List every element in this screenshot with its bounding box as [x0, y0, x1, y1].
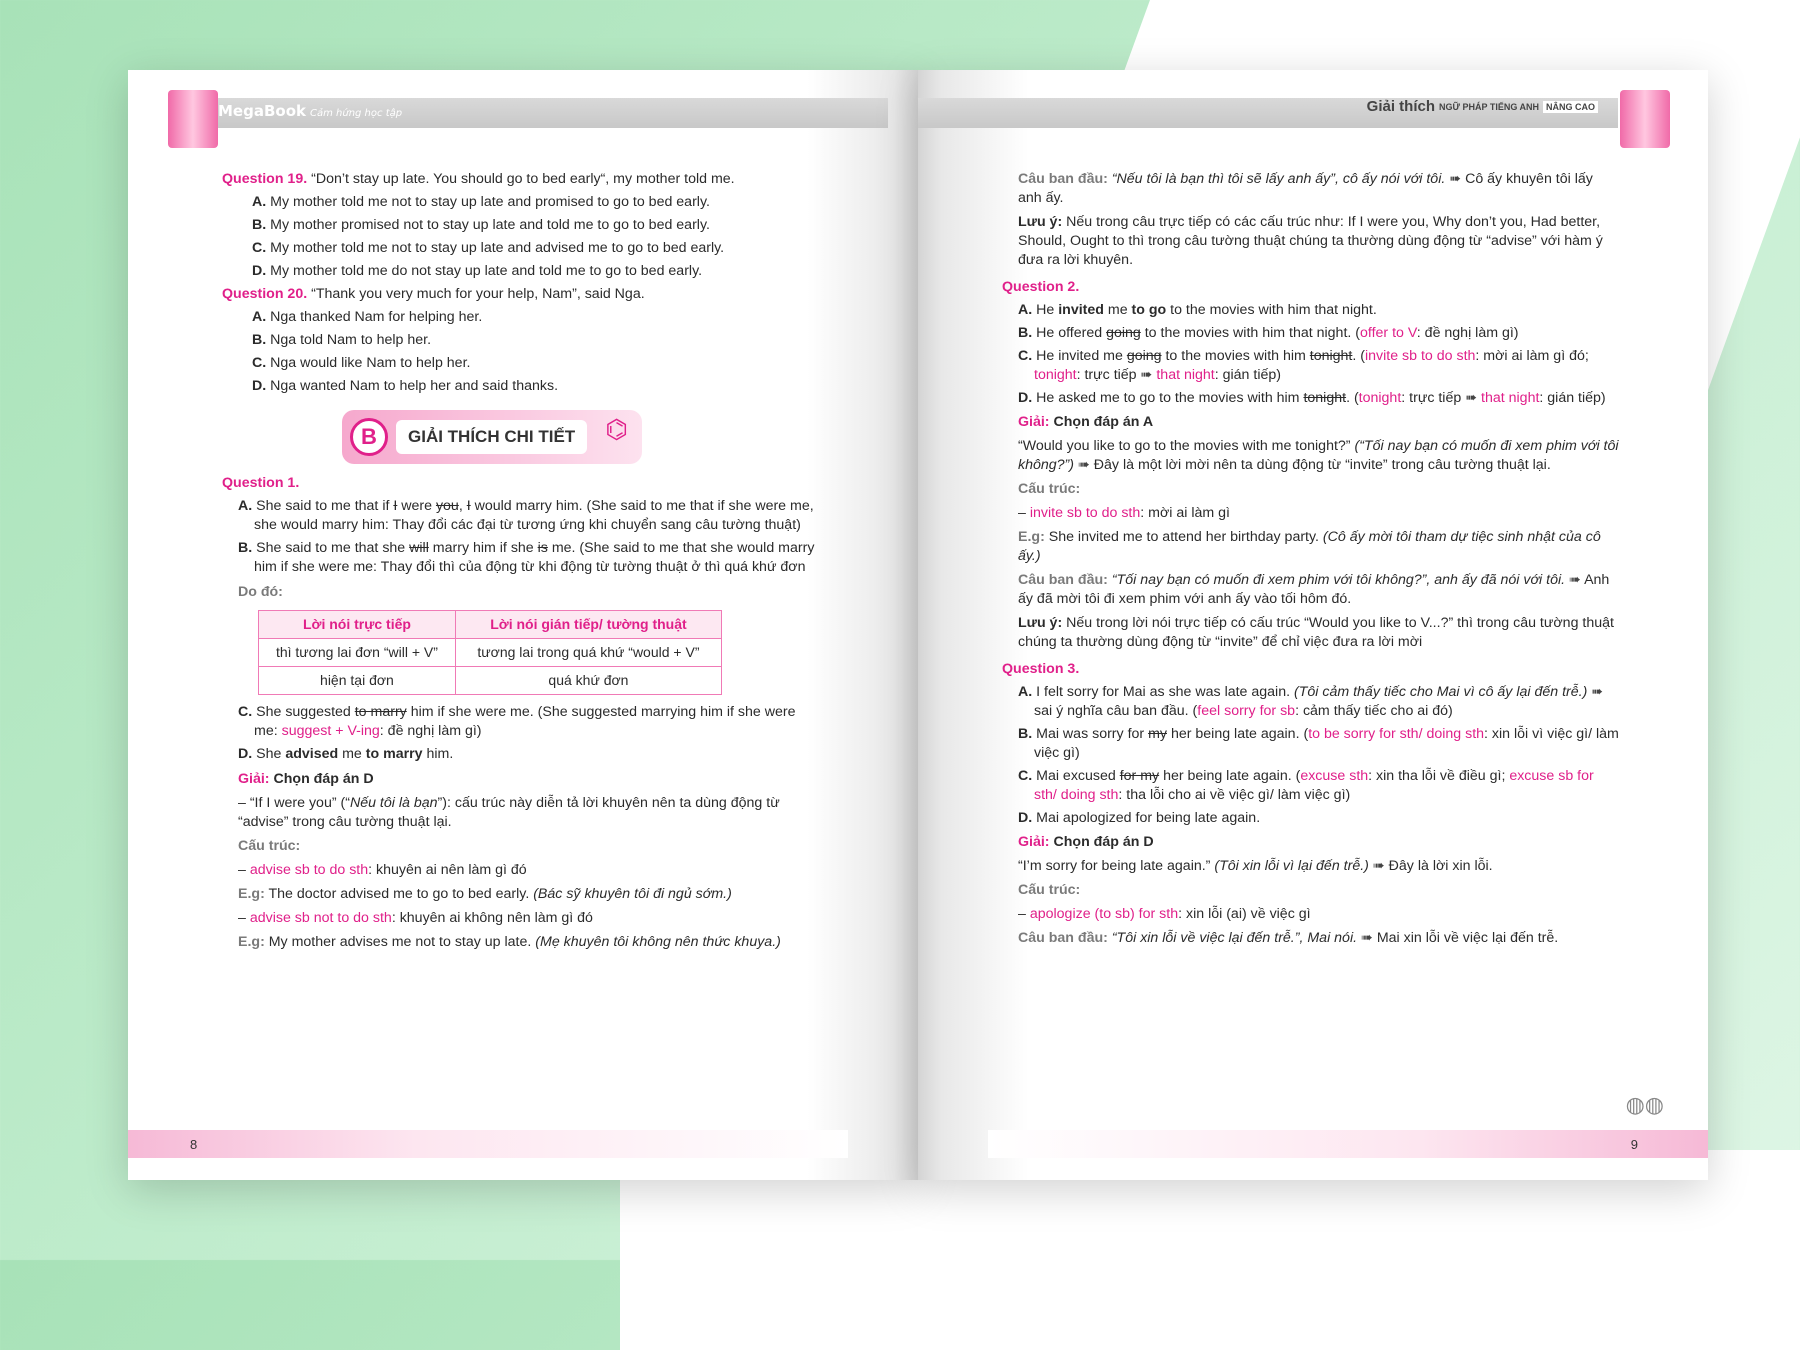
page-number: 8	[190, 1137, 198, 1152]
question-stem: “Don’t stay up late. You should go to bed early“, my mother told me.	[311, 171, 735, 187]
option-a: A. He invited me to go to the movies with him that night.	[1018, 302, 1377, 318]
explanation: Câu ban đầu: “Tôi xin lỗi về việc lại đến trễ.”, Mai nói. ➠ Mai xin lỗi về việc lại đến trễ.	[1018, 930, 1559, 946]
structure-label: Cấu trúc:	[1018, 481, 1081, 497]
table-row: hiện tại đơn quá khứ đơn	[259, 667, 722, 695]
thinking-icon: ⌬	[605, 414, 628, 444]
structure-item: – advise sb not to do sth: khuyên ai không nên làm gì đó	[238, 910, 593, 926]
question-label: Question 3.	[1002, 661, 1080, 677]
page-tab	[168, 90, 218, 148]
page-number: 9	[1630, 1137, 1638, 1152]
option-b: B. She said to me that she will marry him if she is me. (She said to me that she would marry him if she were me: Thay đổi thì của động từ khi động từ tường thuật ở thì quá khứ đơn	[238, 540, 815, 575]
right-page	[918, 70, 1708, 1180]
example: E.g: The doctor advised me to go to bed early. (Bác sỹ khuyên tôi đi ngủ sớm.)	[238, 886, 732, 902]
right-content	[1002, 170, 1620, 953]
option-c: C. She suggested to marry him if she were me. (She suggested marrying him if she were me: suggest + V-ing: đề nghị làm gì)	[238, 704, 796, 739]
option-a: A. Nga thanked Nam for helping her.	[252, 309, 483, 325]
option-d: D. He asked me to go to the movies with him tonight. (tonight: trực tiếp ➠ that night: gián tiếp)	[1018, 390, 1606, 406]
option-d: D. Mai apologized for being late again.	[1018, 810, 1261, 826]
option-d: D. My mother told me do not stay up late and told me to go to bed early.	[252, 263, 703, 279]
option-a: A. I felt sorry for Mai as she was late again. (Tôi cảm thấy tiếc cho Mai vì cô ấy lại đến trễ.) ➠ sai ý nghĩa câu ban đầu. (feel sorry for sb: cảm thấy tiếc cho ai đó)	[1018, 684, 1604, 719]
mascot-icon: ◍◍	[1625, 1092, 1664, 1117]
note: Lưu ý: Nếu trong câu trực tiếp có các cấu trúc như: If I were you, Why don’t you, Had better, Should, Ought to thì trong câu tường thuật chúng ta thường dùng động từ “advise” với hàm ý đưa ra lời khuyên.	[1018, 214, 1603, 268]
question-label: Question 20.	[222, 286, 308, 302]
background-shape	[620, 1150, 1800, 1350]
note-label: Do đó:	[238, 584, 283, 600]
structure-item: – invite sb to do sth: mời ai làm gì	[1018, 505, 1230, 521]
badge-label: GIẢI THÍCH CHI TIẾT	[396, 420, 587, 454]
structure-label: Cấu trúc:	[238, 838, 301, 854]
series-logo: Giải thích NGỮ PHÁP TIẾNG ANH NÂNG CAO	[1367, 98, 1598, 115]
explanation: Câu ban đầu: “Nếu tôi là bạn thì tôi sẽ lấy anh ấy”, cô ấy nói với tôi. ➠ Cô ấy khuyên tôi lấy anh ấy.	[1018, 171, 1593, 206]
table-row: thì tương lai đơn “will + V” tương lai trong quá khứ “would + V”	[259, 639, 722, 667]
option-b: B. My mother promised not to stay up late and told me to go to bed early.	[252, 217, 710, 233]
explanation: “Would you like to go to the movies with me tonight?” (“Tối nay bạn có muốn đi xem phim với tôi không?”) ➠ Đây là một lời mời nên ta dùng động từ “invite” trong câu tường thuật lại.	[1018, 438, 1619, 473]
option-b: B. Nga told Nam to help her.	[252, 332, 432, 348]
option-d: D. She advised me to marry him.	[238, 746, 454, 762]
footer-bar	[128, 1130, 848, 1158]
table-header: Lời nói gián tiếp/ tường thuật	[455, 611, 721, 639]
explanation: “I’m sorry for being late again.” (Tôi xin lỗi vì lại đến trễ.) ➠ Đây là lời xin lỗi.	[1018, 858, 1493, 874]
note: Lưu ý: Nếu trong lời nói trực tiếp có cấu trúc “Would you like to V...?” thì trong câu tường thuật chúng ta thường dùng động từ “invite” để chỉ việc đưa ra lời mời	[1018, 615, 1614, 650]
answer-line: Giải: Chọn đáp án D	[238, 771, 374, 787]
question-stem: “Thank you very much for your help, Nam”, said Nga.	[311, 286, 645, 302]
option-c: C. Mai excused for my her being late again. (excuse sth: xin tha lỗi về điều gì; excuse sb for sth/ doing sth: tha lỗi cho ai về việc gì/ làm việc gì)	[1018, 768, 1594, 803]
answer-line: Giải: Chọn đáp án D	[1018, 834, 1154, 850]
structure-item: – advise sb to do sth: khuyên ai nên làm gì đó	[238, 862, 527, 878]
tense-table	[258, 610, 722, 695]
open-book	[128, 70, 1708, 1180]
question-label: Question 1.	[222, 475, 300, 491]
left-page	[128, 70, 918, 1180]
option-c: C. My mother told me not to stay up late and advised me to go to bed early.	[252, 240, 725, 256]
footer-bar	[988, 1130, 1708, 1158]
option-c: C. He invited me going to the movies with him tonight. (invite sb to do sth: mời ai làm gì đó; tonight: trực tiếp ➠ that night: gián tiếp)	[1018, 348, 1589, 383]
badge-letter: B	[350, 418, 388, 456]
option-a: A. My mother told me not to stay up late and promised to go to bed early.	[252, 194, 710, 210]
explanation: – “If I were you” (“Nếu tôi là bạn”): cấu trúc này diễn tả lời khuyên nên ta dùng động từ “advise” trong câu tường thuật lại.	[238, 795, 780, 830]
option-b: B. Mai was sorry for my her being late again. (to be sorry for sth/ doing sth: xin lỗi vì việc gì/ làm việc gì)	[1018, 726, 1619, 761]
example: E.g: My mother advises me not to stay up late. (Mẹ khuyên tôi không nên thức khuya.)	[238, 934, 781, 950]
option-d: D. Nga wanted Nam to help her and said thanks.	[252, 378, 559, 394]
left-content	[222, 170, 822, 957]
option-a: A. She said to me that if I were you, I would marry him. (She said to me that if she were me, she would marry him: Thay đổi các đại từ tương ứng khi chuyển sang câu tường thuật)	[238, 498, 814, 533]
option-c: C. Nga would like Nam to help her.	[252, 355, 471, 371]
answer-line: Giải: Chọn đáp án A	[1018, 414, 1154, 430]
option-b: B. He offered going to the movies with him that night. (offer to V: đề nghị làm gì)	[1018, 325, 1519, 341]
question-label: Question 19.	[222, 171, 308, 187]
structure-label: Cấu trúc:	[1018, 882, 1081, 898]
structure-item: – apologize (to sb) for sth: xin lỗi (ai) về việc gì	[1018, 906, 1311, 922]
explanation: Câu ban đầu: “Tối nay bạn có muốn đi xem phim với tôi không?”, anh ấy đã nói với tôi. ➠ Anh ấy đã mời tôi đi xem phim với anh ấy vào tối hôm đó.	[1018, 572, 1610, 607]
question-label: Question 2.	[1002, 279, 1080, 295]
table-header: Lời nói trực tiếp	[259, 611, 456, 639]
brand-logo: MegaBook Cảm hứng học tập	[218, 102, 403, 120]
example: E.g: She invited me to attend her birthday party. (Cô ấy mời tôi tham dự tiệc sinh nhật của cô ấy.)	[1018, 529, 1601, 564]
section-badge	[342, 410, 642, 464]
page-tab	[1620, 90, 1670, 148]
